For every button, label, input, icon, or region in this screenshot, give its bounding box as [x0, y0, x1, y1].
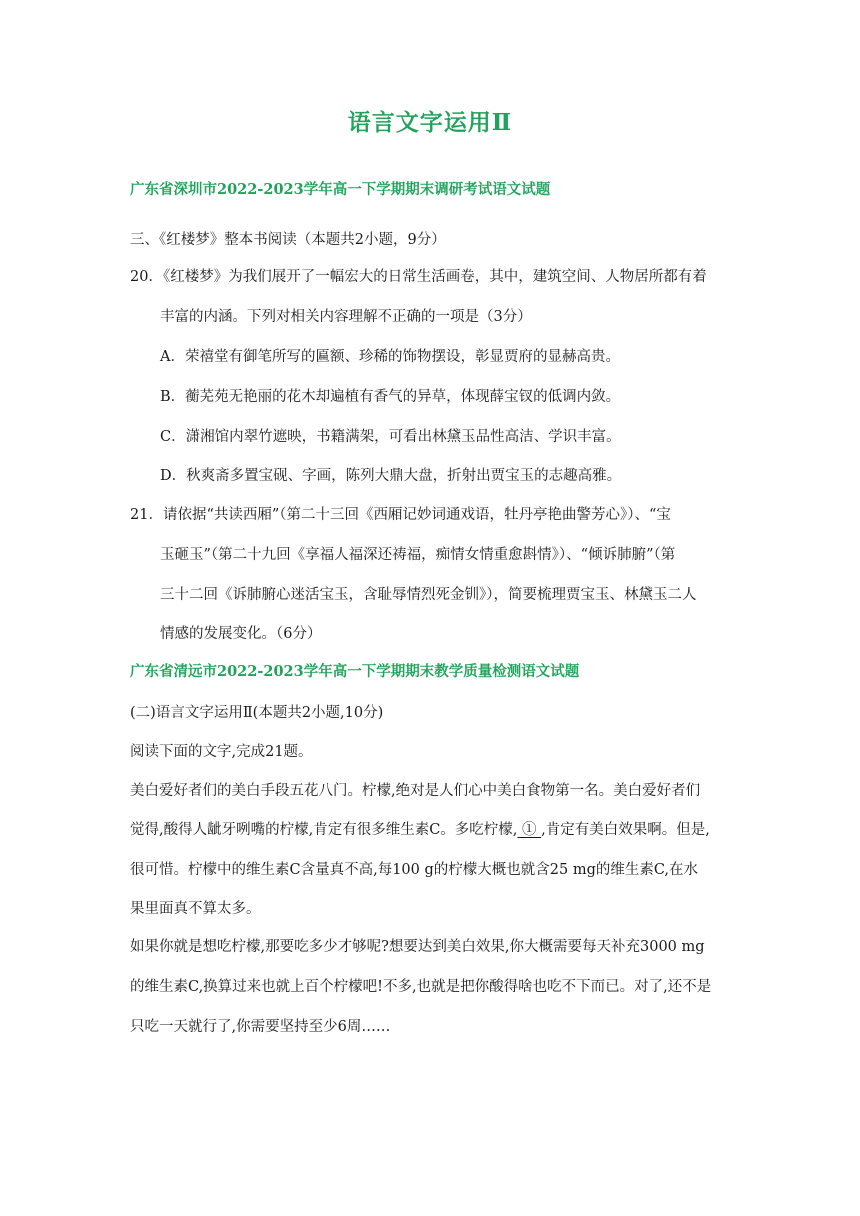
passage-p1-line4: 果里面真不算太多。 [130, 901, 261, 917]
question-20-stem-cont: 丰富的内涵。下列对相关内容理解不正确的一项是（3分） [160, 309, 532, 325]
passage-p1-line3: 很可惜。柠檬中的维生素C含量真不高,每100 g的柠檬大概也就含25 mg的维生素C,在水 [130, 862, 699, 878]
passage-p2-line1: 如果你就是想吃柠檬,那要吃多少才够呢?想要达到美白效果,你大概需要每天补充3000 mg [130, 939, 705, 955]
source-heading-qingyuan: 广东省清远市2022-2023学年高一下学期期末教学质量检测语文试题 [130, 663, 580, 680]
passage-p1-line2 [130, 818, 710, 839]
passage-p1-line1: 美白爱好者们的美白手段五花八门。柠檬,绝对是人们心中美白食物第一名。美白爱好者们 [130, 783, 701, 799]
question-20-option-c: C．潇湘馆内翠竹遮映，书籍满架，可看出林黛玉品性高洁、学识丰富。 [160, 429, 621, 445]
blank-1: ① [517, 822, 542, 838]
passage-p2-line3: 只吃一天就行了,你需要坚持至少6周…… [130, 1019, 391, 1035]
source-heading-shenzhen: 广东省深圳市2022-2023学年高一下学期期末调研考试语文试题 [130, 181, 551, 198]
section-heading-3: 三、《红楼梦》整本书阅读（本题共2小题，9分） [130, 232, 446, 248]
passage-p2-line2: 的维生素C,换算过来也就上百个柠檬吧!不多,也就是把你酸得啥也吃不下而已。对了,还不是 [130, 979, 712, 995]
passage-text: ,肯定有美白效果啊。但是, [541, 822, 710, 838]
question-21-stem-cont-2: 三十二回《诉肺腑心迷活宝玉，含耻辱情烈死金钏》），简要梳理贾宝玉、林黛玉二人 [160, 587, 697, 603]
question-21-stem-cont-3: 情感的发展变化。（6分） [160, 626, 322, 642]
question-20-option-a: A．荣禧堂有御笔所写的匾额、珍稀的饰物摆设，彰显贾府的显赫高贵。 [160, 349, 620, 365]
question-20-option-d: D．秋爽斋多置宝砚、字画，陈列大鼎大盘，折射出贾宝玉的志趣高雅。 [160, 468, 622, 484]
part-heading-2: (二)语言文字运用Ⅱ(本题共2小题,10分) [130, 705, 384, 721]
question-20-option-b: B．蘅芜苑无艳丽的花木却遍植有香气的异草，体现薛宝钗的低调内敛。 [160, 389, 621, 405]
question-21-stem: 21．请依据“共读西厢”（第二十三回《西厢记妙词通戏语，牡丹亭艳曲警芳心》）、“宝 [130, 507, 671, 523]
question-20-stem: 20．《红楼梦》为我们展开了一幅宏大的日常生活画卷，其中，建筑空间、人物居所都有着 [130, 269, 707, 285]
passage-text: 觉得,酸得人龇牙咧嘴的柠檬,肯定有很多维生素C。多吃柠檬, [130, 822, 518, 838]
page-title: 语言文字运用Ⅱ [347, 109, 513, 136]
reading-instruction: 阅读下面的文字,完成21题。 [130, 744, 313, 760]
question-21-stem-cont-1: 玉砸玉”（第二十九回《享福人福深还祷福，痴情女情重愈斟情》）、“倾诉肺腑”（第 [160, 547, 676, 563]
